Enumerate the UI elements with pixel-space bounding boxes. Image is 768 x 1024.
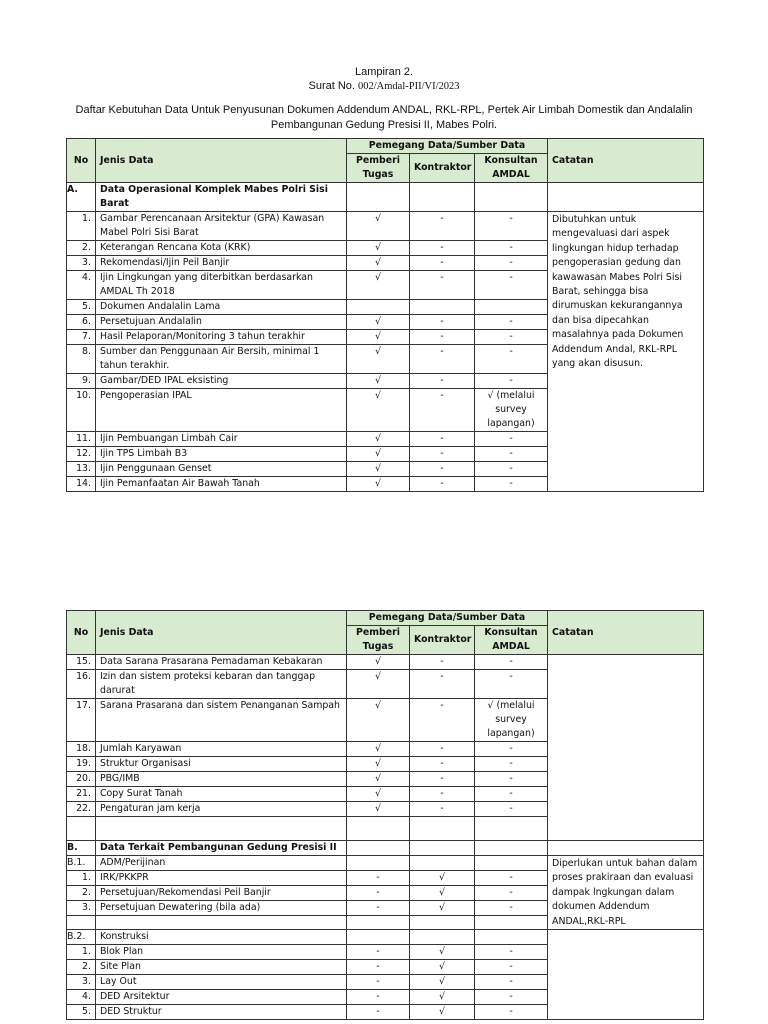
data-table-2 — [66, 610, 704, 1020]
empty-cell — [67, 916, 96, 930]
catatan-empty — [548, 655, 704, 841]
row-kontraktor: - — [410, 655, 475, 670]
catatan-note-b1: Diperlukan untuk bahan dalam proses prakiraan dan evaluasi dampak lngkungan dalam dokumen Addendum ANDAL,RKL-RPL — [548, 856, 704, 930]
empty-cell — [475, 856, 548, 871]
section-row — [67, 841, 704, 856]
empty-cell — [96, 916, 347, 930]
empty-cell — [475, 841, 548, 856]
row-pemberi-tugas: √ — [347, 742, 410, 757]
row-pemberi-tugas: - — [347, 871, 410, 886]
row-konsultan: - — [475, 345, 548, 374]
row-konsultan: - — [475, 670, 548, 699]
empty-cell — [67, 817, 96, 841]
row-pemberi-tugas: √ — [347, 699, 410, 742]
row-kontraktor: √ — [410, 1005, 475, 1020]
row-jenis-data: Pengoperasian IPAL — [96, 389, 347, 432]
section-label: B. — [67, 841, 96, 856]
header-jenis-data: Jenis Data — [96, 611, 347, 655]
row-jenis-data: Keterangan Rencana Kota (KRK) — [96, 241, 347, 256]
row-kontraktor: - — [410, 447, 475, 462]
row-no: 9. — [67, 374, 96, 389]
header-sumber-data: Pemegang Data/Sumber Data — [347, 139, 548, 154]
row-no: 3. — [67, 975, 96, 990]
table-row — [67, 212, 704, 241]
row-no: 14. — [67, 477, 96, 492]
empty-cell — [347, 930, 410, 945]
header-no: No — [67, 611, 96, 655]
row-jenis-data: Sumber dan Penggunaan Air Bersih, minimal 1 tahun terakhir. — [96, 345, 347, 374]
row-konsultan: - — [475, 655, 548, 670]
row-no: 12. — [67, 447, 96, 462]
row-no: 1. — [67, 212, 96, 241]
row-no: 2. — [67, 960, 96, 975]
row-kontraktor: - — [410, 787, 475, 802]
row-konsultan — [475, 300, 548, 315]
row-konsultan: - — [475, 432, 548, 447]
row-pemberi-tugas: √ — [347, 374, 410, 389]
header-kontraktor: Kontraktor — [410, 154, 475, 183]
header-jenis-data: Jenis Data — [96, 139, 347, 183]
section-label: B.2. — [67, 930, 96, 945]
row-pemberi-tugas: √ — [347, 432, 410, 447]
row-no: 4. — [67, 990, 96, 1005]
row-pemberi-tugas: √ — [347, 330, 410, 345]
empty-cell — [475, 916, 548, 930]
row-jenis-data: Ijin TPS Limbah B3 — [96, 447, 347, 462]
row-konsultan: - — [475, 886, 548, 901]
row-pemberi-tugas: √ — [347, 772, 410, 787]
row-konsultan: - — [475, 271, 548, 300]
row-kontraktor: - — [410, 772, 475, 787]
row-pemberi-tugas: - — [347, 901, 410, 916]
row-konsultan: - — [475, 901, 548, 916]
section-label: A. — [67, 183, 96, 212]
row-kontraktor: - — [410, 462, 475, 477]
empty-cell — [347, 183, 410, 212]
row-jenis-data: Gambar/DED IPAL eksisting — [96, 374, 347, 389]
surat-prefix: Surat No. — [308, 80, 355, 92]
empty-cell — [410, 856, 475, 871]
row-no: 15. — [67, 655, 96, 670]
row-jenis-data: Site Plan — [96, 960, 347, 975]
row-kontraktor: - — [410, 271, 475, 300]
section-label: B.1. — [67, 856, 96, 871]
row-kontraktor: √ — [410, 975, 475, 990]
row-kontraktor — [410, 300, 475, 315]
row-jenis-data: PBG/IMB — [96, 772, 347, 787]
row-kontraktor: - — [410, 374, 475, 389]
header-sumber-data: Pemegang Data/Sumber Data — [347, 611, 548, 626]
row-pemberi-tugas: √ — [347, 389, 410, 432]
empty-cell — [410, 930, 475, 945]
row-no: 6. — [67, 315, 96, 330]
row-jenis-data: Blok Plan — [96, 945, 347, 960]
row-no: 16. — [67, 670, 96, 699]
row-pemberi-tugas: √ — [347, 477, 410, 492]
section-row — [67, 183, 704, 212]
row-pemberi-tugas: - — [347, 1005, 410, 1020]
row-no: 20. — [67, 772, 96, 787]
row-pemberi-tugas: √ — [347, 256, 410, 271]
surat-number: 002/Amdal-PII/VI/2023 — [358, 81, 460, 92]
row-konsultan: √ (melalui survey lapangan) — [475, 389, 548, 432]
row-pemberi-tugas: √ — [347, 271, 410, 300]
document-title — [0, 103, 768, 133]
row-konsultan: - — [475, 945, 548, 960]
header-catatan: Catatan — [548, 611, 704, 655]
row-pemberi-tugas — [347, 300, 410, 315]
title-line-1: Daftar Kebutuhan Data Untuk Penyusunan Dokumen Addendum ANDAL, RKL-RPL, Pertek Air Limbah Domestik dan Andalalin — [75, 104, 693, 116]
row-konsultan: √ (melalui survey lapangan) — [475, 699, 548, 742]
row-kontraktor: - — [410, 802, 475, 817]
row-pemberi-tugas: - — [347, 945, 410, 960]
empty-cell — [475, 930, 548, 945]
row-konsultan: - — [475, 990, 548, 1005]
row-pemberi-tugas: √ — [347, 462, 410, 477]
row-jenis-data: Rekomendasi/Ijin Peil Banjir — [96, 256, 347, 271]
row-konsultan: - — [475, 802, 548, 817]
row-konsultan: - — [475, 787, 548, 802]
row-konsultan: - — [475, 975, 548, 990]
row-jenis-data: DED Arsitektur — [96, 990, 347, 1005]
empty-cell — [410, 841, 475, 856]
empty-cell — [475, 817, 548, 841]
row-kontraktor: √ — [410, 945, 475, 960]
row-kontraktor: √ — [410, 990, 475, 1005]
row-konsultan: - — [475, 315, 548, 330]
row-kontraktor: - — [410, 670, 475, 699]
row-konsultan: - — [475, 960, 548, 975]
empty-cell — [475, 183, 548, 212]
row-konsultan: - — [475, 256, 548, 271]
row-no: 21. — [67, 787, 96, 802]
header-konsultan: Konsultan AMDAL — [475, 626, 548, 655]
title-line-2: Pembangunan Gedung Presisi II, Mabes Polri. — [270, 119, 498, 131]
row-kontraktor: √ — [410, 871, 475, 886]
row-jenis-data: Persetujuan Dewatering (bila ada) — [96, 901, 347, 916]
row-no: 8. — [67, 345, 96, 374]
row-jenis-data: Gambar Perencanaan Arsitektur (GPA) Kawasan Mabel Polri Sisi Barat — [96, 212, 347, 241]
row-kontraktor: - — [410, 212, 475, 241]
row-no: 2. — [67, 886, 96, 901]
row-jenis-data: Pengaturan jam kerja — [96, 802, 347, 817]
row-kontraktor: - — [410, 432, 475, 447]
row-konsultan: - — [475, 330, 548, 345]
row-jenis-data: IRK/PKKPR — [96, 871, 347, 886]
empty-cell — [347, 841, 410, 856]
row-kontraktor: - — [410, 256, 475, 271]
row-no: 5. — [67, 300, 96, 315]
row-konsultan: - — [475, 212, 548, 241]
header-pemberi-tugas: Pemberi Tugas — [347, 626, 410, 655]
row-jenis-data: Persetujuan Andalalin — [96, 315, 347, 330]
row-konsultan: - — [475, 462, 548, 477]
empty-cell — [410, 817, 475, 841]
surat-number-line — [0, 80, 768, 92]
section-title: ADM/Perijinan — [96, 856, 347, 871]
row-jenis-data: Hasil Pelaporan/Monitoring 3 tahun terakhir — [96, 330, 347, 345]
row-pemberi-tugas: - — [347, 960, 410, 975]
row-kontraktor: - — [410, 699, 475, 742]
catatan-empty-b2 — [548, 930, 704, 1020]
section-title: Konstruksi — [96, 930, 347, 945]
header-catatan: Catatan — [548, 139, 704, 183]
row-kontraktor: - — [410, 241, 475, 256]
section-row — [67, 930, 704, 945]
row-kontraktor: √ — [410, 886, 475, 901]
empty-cell — [548, 183, 704, 212]
row-jenis-data: Izin dan sistem proteksi kebaran dan tanggap darurat — [96, 670, 347, 699]
row-no: 11. — [67, 432, 96, 447]
row-no: 13. — [67, 462, 96, 477]
row-kontraktor: - — [410, 315, 475, 330]
row-jenis-data: Ijin Pemanfaatan Air Bawah Tanah — [96, 477, 347, 492]
empty-cell — [347, 916, 410, 930]
row-no: 18. — [67, 742, 96, 757]
row-no: 19. — [67, 757, 96, 772]
row-konsultan: - — [475, 1005, 548, 1020]
row-no: 10. — [67, 389, 96, 432]
catatan-note: Dibutuhkan untuk mengevaluasi dari aspek lingkungan hidup terhadap pengoperasian gedung dan kawawasan Mabes Polri Sisi Barat, sehingga bisa dirumuskan kekurangannya dan bisa dipecahkan masalahnya pada Dokumen Addendum Andal, RKL-RPL yang akan disusun. — [548, 212, 704, 492]
row-pemberi-tugas: - — [347, 886, 410, 901]
row-pemberi-tugas: √ — [347, 212, 410, 241]
row-kontraktor: - — [410, 389, 475, 432]
row-pemberi-tugas: - — [347, 975, 410, 990]
empty-cell — [347, 817, 410, 841]
row-kontraktor: √ — [410, 901, 475, 916]
row-jenis-data: Jumlah Karyawan — [96, 742, 347, 757]
empty-cell — [347, 856, 410, 871]
row-no: 1. — [67, 871, 96, 886]
empty-cell — [410, 183, 475, 212]
empty-cell — [548, 841, 704, 856]
row-jenis-data: DED Struktur — [96, 1005, 347, 1020]
row-pemberi-tugas: √ — [347, 787, 410, 802]
row-jenis-data: Sarana Prasarana dan sistem Penanganan Sampah — [96, 699, 347, 742]
row-no: 3. — [67, 901, 96, 916]
row-jenis-data: Data Sarana Prasarana Pemadaman Kebakaran — [96, 655, 347, 670]
row-jenis-data: Struktur Organisasi — [96, 757, 347, 772]
row-kontraktor: √ — [410, 960, 475, 975]
row-no: 17. — [67, 699, 96, 742]
row-konsultan: - — [475, 772, 548, 787]
row-kontraktor: - — [410, 345, 475, 374]
table-row — [67, 655, 704, 670]
section-title: Data Operasional Komplek Mabes Polri Sisi Barat — [96, 183, 347, 212]
row-jenis-data: Ijin Penggunaan Genset — [96, 462, 347, 477]
row-pemberi-tugas: √ — [347, 315, 410, 330]
row-no: 7. — [67, 330, 96, 345]
row-jenis-data: Dokumen Andalalin Lama — [96, 300, 347, 315]
row-konsultan: - — [475, 374, 548, 389]
row-no: 2. — [67, 241, 96, 256]
header-no: No — [67, 139, 96, 183]
row-kontraktor: - — [410, 330, 475, 345]
row-konsultan: - — [475, 447, 548, 462]
row-kontraktor: - — [410, 477, 475, 492]
row-pemberi-tugas: √ — [347, 757, 410, 772]
row-pemberi-tugas: √ — [347, 241, 410, 256]
row-no: 22. — [67, 802, 96, 817]
row-konsultan: - — [475, 241, 548, 256]
row-jenis-data: Copy Surat Tanah — [96, 787, 347, 802]
row-pemberi-tugas: √ — [347, 655, 410, 670]
lampiran-label: Lampiran 2. — [354, 66, 414, 78]
row-kontraktor: - — [410, 742, 475, 757]
row-pemberi-tugas: √ — [347, 802, 410, 817]
row-pemberi-tugas: √ — [347, 447, 410, 462]
row-pemberi-tugas: √ — [347, 345, 410, 374]
empty-cell — [96, 817, 347, 841]
row-pemberi-tugas: √ — [347, 670, 410, 699]
header-kontraktor: Kontraktor — [410, 626, 475, 655]
header-konsultan: Konsultan AMDAL — [475, 154, 548, 183]
row-jenis-data: Ijin Lingkungan yang diterbitkan berdasarkan AMDAL Th 2018 — [96, 271, 347, 300]
row-jenis-data: Ijin Pembuangan Limbah Cair — [96, 432, 347, 447]
data-table-1 — [66, 138, 704, 492]
row-no: 1. — [67, 945, 96, 960]
row-konsultan: - — [475, 757, 548, 772]
row-no: 5. — [67, 1005, 96, 1020]
row-konsultan: - — [475, 871, 548, 886]
row-kontraktor: - — [410, 757, 475, 772]
row-konsultan: - — [475, 477, 548, 492]
section-title: Data Terkait Pembangunan Gedung Presisi II — [96, 841, 347, 856]
row-no: 3. — [67, 256, 96, 271]
header-pemberi-tugas: Pemberi Tugas — [347, 154, 410, 183]
row-no: 4. — [67, 271, 96, 300]
section-row — [67, 856, 704, 871]
row-konsultan: - — [475, 742, 548, 757]
row-jenis-data: Lay Out — [96, 975, 347, 990]
row-pemberi-tugas: - — [347, 990, 410, 1005]
empty-cell — [410, 916, 475, 930]
row-jenis-data: Persetujuan/Rekomendasi Peil Banjir — [96, 886, 347, 901]
